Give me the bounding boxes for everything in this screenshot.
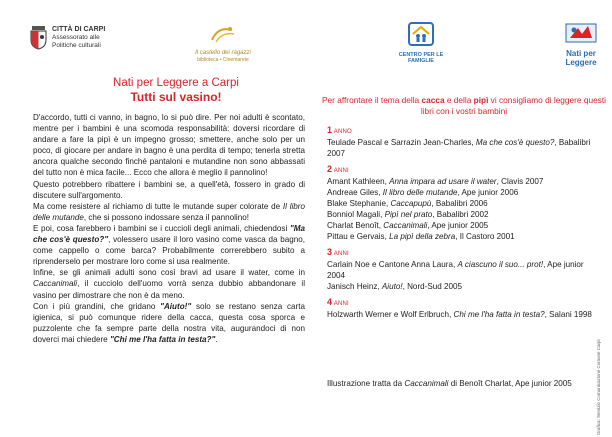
text-run: Con i più grandini, che gridano (33, 301, 161, 311)
city-name: CITTÀ DI CARPI (52, 26, 106, 33)
book-title: Caccapupù (390, 199, 432, 208)
publisher: , Clavis 2007 (496, 177, 544, 186)
publisher: , Ape junior 2004 (327, 260, 584, 280)
paragraph-4 (33, 223, 305, 267)
book-title: Ma che cos'è questo? (475, 138, 555, 147)
author: Holzwarth Werner e Wolf Erlbruch, (327, 310, 454, 319)
list-item (327, 187, 602, 198)
publisher: , Babalibri 2006 (431, 199, 488, 208)
family-house-icon (408, 22, 434, 46)
book-title: Caccanimali (404, 379, 449, 388)
publisher: , Ape junior 2006 (457, 188, 519, 197)
text-run: E poi, cosa farebbero i bambini se i cuccioli degli animali, chiedendosi (33, 223, 290, 233)
book-title: Anna impara ad usare il water (389, 177, 497, 186)
centro-per-le-famiglie-logo (398, 22, 444, 64)
age-label (327, 248, 602, 259)
city-crest-icon (30, 26, 47, 50)
publisher: , Salani 1998 (544, 310, 592, 319)
text-run: , che si possono indossare senza il pannolino! (83, 212, 249, 222)
publisher: , Ape junior 2005 (427, 221, 489, 230)
author: Charlat Benoît, (327, 221, 384, 230)
list-item (327, 198, 602, 209)
citta-di-carpi-logo (30, 26, 105, 50)
age-group-2 (327, 165, 602, 242)
text-run: solo se restano senza carta igienica, si può comunque ridere della cacca, questa cosa sporca e puzzolente che fa sempre parte della nostra vita, augurandoci di non doverci mai chiedere (33, 301, 305, 344)
nati-per-leggere-logo (560, 22, 602, 67)
reading-list-intro (318, 95, 610, 117)
text-run: e della (444, 95, 474, 105)
list-item (327, 309, 602, 320)
author: Pittau e Gervais, (327, 232, 390, 241)
publisher: , Nord-Sud 2005 (402, 282, 462, 291)
book-title: La pipì della zebra (389, 232, 456, 241)
age-label (327, 165, 602, 176)
list-item (327, 137, 602, 159)
list-item (327, 231, 602, 242)
centro-name: CENTRO PER LE FAMIGLIE (398, 52, 444, 64)
graphics-credit: Grafica: Servizio Comunicazione Comune Carpi (596, 339, 601, 435)
text-run: Per affrontare il tema della (322, 95, 422, 105)
text-run: , il cucciolo dell'uomo vorrà senza dubbio abbandonare il vasino per dimostrare che non è da meno. (33, 279, 305, 300)
list-item (327, 209, 602, 220)
text-run: , volessero usare il loro vasino come vasca da bagno, come cappello o come barca? Probabilmente correrebbero subito a riprenderselo per mostrare loro come si usa realmente. (33, 235, 305, 267)
publisher: , Babalibri 2002 (432, 210, 489, 219)
author: Andreae Giles, (327, 188, 383, 197)
quote: "Aiuto!" (160, 301, 192, 311)
age-group-1 (327, 126, 602, 159)
left-title-block (40, 76, 312, 105)
publisher: , Babalibri 2007 (327, 138, 591, 158)
paragraph-5 (33, 267, 305, 300)
book-reading-icon (564, 22, 598, 44)
paragraph-1: D'accordo, tutti ci vanno, in bagno, lo si può dire. Per noi adulti è scontato, mentre per i bambini è una scomoda responsabilità: doversi ricordare di andare a fare la pipì è un impegno grosso; smettere, anche solo per un poco, di giocare per andare in bagno è una perdita di tempo; tenerla stretta ancora qualche secondo finché pantaloni e mutandine non sono abbassati del tutto non è mica facile... Ecco che allora è meglio il pannolino! (33, 113, 305, 178)
reading-list (327, 120, 602, 320)
book-title: Il libro delle mutande (382, 188, 458, 197)
paragraph-2: Questo potrebbero ribattere i bambini se, a quell'età, fossero in grado di discutere sull'argomento. (33, 179, 305, 200)
list-item (327, 281, 602, 292)
npl-line-1: Nati per (566, 49, 596, 58)
book-title: Caccanimali (33, 279, 78, 289)
article-body (33, 112, 305, 345)
publisher: , Il Castoro 2001 (455, 232, 515, 241)
age-unit: ANNI (333, 301, 349, 307)
age-number: 1 (327, 125, 333, 135)
text-run: . (215, 334, 218, 344)
author: Bonniol Magali, (327, 210, 385, 219)
age-unit: ANNI (333, 251, 349, 257)
highlight-word: pipì (473, 95, 489, 105)
author: Amant Kathleen, (327, 177, 390, 186)
text-run: Ma come resistere al richiamo di tutte le mutande super colorate de (33, 201, 283, 211)
age-group-3 (327, 248, 602, 292)
castello-dei-ragazzi-logo (188, 24, 258, 63)
author: Teulade Pascal e Sarrazin Jean-Charles, (327, 138, 476, 147)
quote: "Ma che cos'è questo?" (33, 223, 305, 245)
list-item (327, 176, 602, 187)
author: Janisch Heinz, (327, 282, 382, 291)
author: Blake Stephanie, (327, 199, 391, 208)
age-unit: ANNI (333, 168, 349, 174)
book-title: A ciascuno il suo... prot! (457, 260, 544, 269)
list-item (327, 259, 602, 281)
text-run: vi consigliamo di leggere questi libri con i vostri bambini (420, 95, 606, 116)
quote: "Chi me l'ha fatta in testa?" (109, 334, 216, 344)
assessorato-line-1: Assessorato alle (52, 34, 100, 41)
author: Carlain Noe e Cantone Anna Laura, (327, 260, 458, 269)
age-number: 3 (327, 247, 333, 257)
age-number: 4 (327, 297, 333, 307)
age-label (327, 298, 602, 309)
age-number: 2 (327, 164, 333, 174)
book-title: Chi me l'ha fatta in testa? (453, 310, 545, 319)
page-title: Tutti sul vasino! (130, 90, 222, 104)
highlight-word: cacca (421, 95, 445, 105)
book-title: Caccanimali (383, 221, 428, 230)
book-title: Aiuto! (381, 282, 403, 291)
age-label (327, 126, 602, 137)
castello-name: Il castello dei ragazzi (195, 50, 251, 56)
list-item (327, 220, 602, 231)
text-run: di Benoît Charlat, Ape junior 2005 (448, 379, 572, 388)
castello-subtitle: biblioteca • Cinemarete (197, 57, 249, 63)
text-run: Infine, se gli animali adulti sono così bravi ad usare il water, come in (33, 268, 305, 278)
book-title: Pipì nel prato (384, 210, 433, 219)
program-title: Nati per Leggere a Carpi (113, 77, 239, 89)
castello-sun-icon (208, 24, 238, 44)
assessorato-line-2: Politiche culturali (52, 42, 101, 49)
book-title: Il libro delle mutande (33, 201, 305, 222)
illustration-credit (327, 378, 587, 389)
npl-line-2: Leggere (565, 58, 597, 67)
text-run: Illustrazione tratta da (327, 379, 405, 388)
age-group-4 (327, 298, 602, 320)
paragraph-6 (33, 301, 305, 345)
age-unit: ANNO (333, 129, 352, 135)
paragraph-3 (33, 201, 305, 223)
